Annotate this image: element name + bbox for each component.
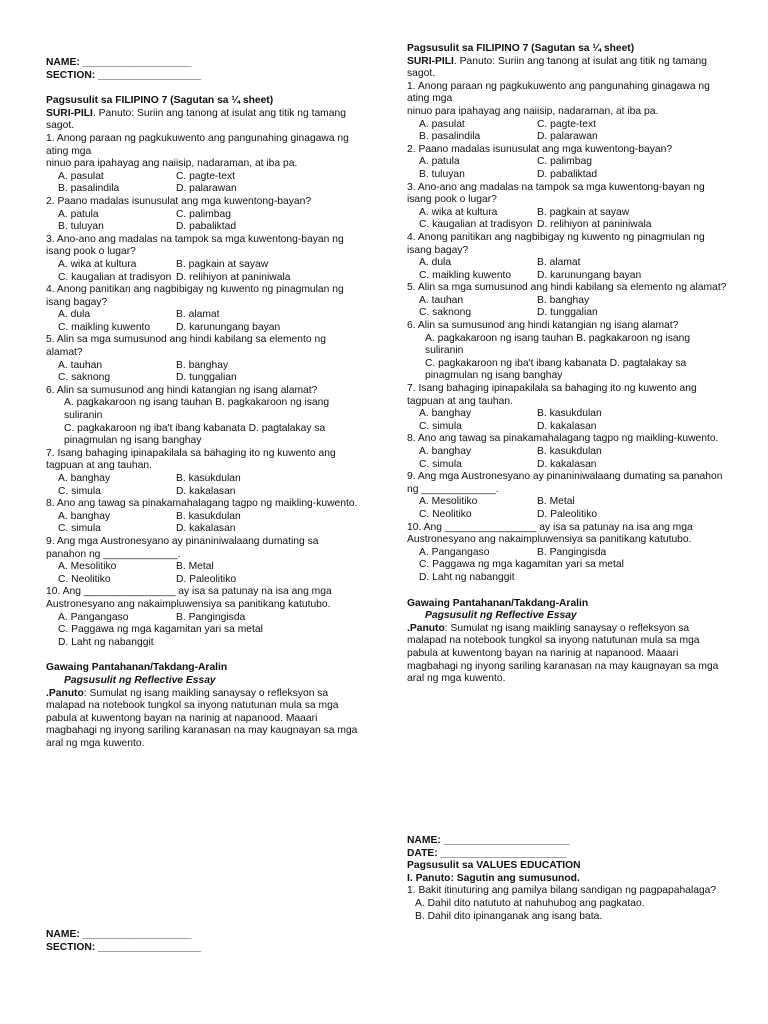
option-b: C. pagte-text [537,118,596,130]
spacer [407,585,727,598]
options [407,496,727,521]
option-b: B. kasukdulan [537,446,602,457]
option-c: C. simula [419,420,462,432]
option-b: B. Metal [537,496,575,508]
option-b: C. palimbag [537,156,592,168]
question-text: 4. Anong panitikan ang nagbibigay ng kuwento ng pinagmulan ng isang bagay? [46,284,344,308]
option-c: C. simula [419,458,462,470]
option-c: B. tuluyan [419,168,465,180]
options [46,309,361,334]
option-b: C. palimbag [176,208,231,220]
question-text: 10. Ang ________________ ay isa sa patunay na isa ang mga Austronesyano ang nakaimpluwensiya sa panitikang katutubo. [407,521,693,546]
options [407,446,727,471]
option-d: D. relihiyon at paniniwala [176,271,291,283]
homework-title: Gawaing Pantahanan/Takdang-Aralin [46,662,228,674]
option-b: B. banghay [537,294,590,306]
option-c: C. kaugalian at tradisyon [58,271,172,283]
option-d: D. karunungang bayan [537,269,642,281]
option-c: C. Paggawa ng mga kagamitan yari sa metal [419,559,624,571]
section-line: SECTION: __________________ [46,69,202,81]
option-a: A. wika at kultura [419,206,498,218]
options [46,473,361,498]
homework-body: : Sumulat ng isang maikling sanaysay o refleksyon sa malapad na notebook tungkol sa inyong natutunan mula sa mga pabula at kuwentong bayan na narinig at napanood. Maaari magbahagi ng inyong sariling karanasan na may kaugnayan sa mga aral ng mga kuwento. [407,622,722,685]
instruction-text: . Panuto: Suriin ang tanong at isulat ang titik ng tamang sagot. [407,55,710,80]
option-a: A. Mesolitiko [419,496,478,508]
instruction-text: . Panuto: Suriin ang tanong at isulat ang titik ng tamang sagot. [46,107,349,132]
option-d: D. Laht ng nabanggit [58,636,154,648]
option-c: B. pasalindila [58,183,120,195]
option-a: A. pasulat [58,170,104,182]
quiz-title: Pagsusulit sa FILIPINO 7 (Sagutan sa ¼ sheet) [407,43,635,54]
options-line: A. pagkakaroon ng isang tauhan B. pagkakaroon ng isang suliranin [425,332,691,357]
option-c: C. saknong [58,372,111,384]
options-line: C. pagkakaroon ng iba't ibang kabanata D. pagtalakay sa pinagmulan ng isang banghay [425,357,687,382]
option-a: A. wika at kultura [58,258,137,270]
option-a: A. banghay [58,473,111,484]
option-a: A. Mesolitiko [58,561,117,573]
option-c: C. kaugalian at tradisyon [419,219,533,231]
option-c: C. Neolitiko [419,508,472,520]
left-quiz-column [46,57,361,750]
spacer [46,649,361,662]
option-c: C. simula [58,523,101,535]
values-quiz-title: Pagsusulit sa VALUES EDUCATION [407,860,581,872]
option-a: A. banghay [58,510,111,522]
options [46,171,361,196]
question-text: 3. Ano-ano ang madalas na tampok sa mga kuwentong-bayan ng isang pook o lugar? [46,233,344,258]
question-text: 5. Alin sa mga sumusunod ang hindi kabilang sa elemento ng alamat? [46,334,326,359]
question-text: 1. Anong paraan ng pagkukuwento ang pangunahing ginagawa ng ating mga [407,80,710,105]
homework-body: : Sumulat ng isang maikling sanaysay o refleksyon sa malapad na notebook tungkol sa inyong natutunan mula sa mga pabula at kuwentong bayan na narinig at napanood. Maaari magbahagi ng inyong sariling karanasan na may kaugnayan sa mga aral ng mga kuwento. [46,687,361,749]
option-b: B. banghay [176,359,229,371]
options [407,295,727,320]
suri-pili-label: SURI-PILI [46,107,93,119]
quiz-title: Pagsusulit sa FILIPINO 7 (Sagutan sa ¼ sheet) [46,95,274,107]
name-line: NAME: ___________________ [46,57,192,68]
options-line: A. pagkakaroon ng isang tauhan B. pagkakaroon ng isang suliranin [64,397,330,422]
suri-pili-label: SURI-PILI [407,55,454,67]
question-text-cont: ninuo para ipahayag ang naiisip, nadaraman, at iba pa. [46,158,298,170]
option-b: B. Pangingisda [537,546,607,558]
question-text: 2. Paano madalas isunusulat ang mga kuwentong-bayan? [407,143,673,155]
options [407,119,727,144]
values-instruction: I. Panuto: Sagutin ang sumusunod. [407,872,580,884]
option-a: A. Pangangaso [58,611,129,623]
right-quiz-column [407,43,727,686]
option-b: B. pagkain at sayaw [176,258,269,270]
options [46,612,361,625]
name-line: NAME: ___________________ [46,929,192,940]
option-d: D. Paleolitiko [176,573,237,585]
quiz-body [407,43,727,686]
options [46,561,361,586]
option-c: B. pasalindila [419,131,481,143]
option-c: C. simula [58,485,101,497]
option-a: A. dula [419,257,452,269]
left-footer [46,929,346,954]
question-text: 9. Ang mga Austronesyano ay pinaniniwalaang dumating sa panahon ng _____________. [46,535,319,560]
option-a: A. patula [419,156,460,168]
date-line: DATE: ______________________ [407,847,567,859]
option-d: D. relihiyon at paniniwala [537,219,652,231]
question-text-cont: ninuo para ipahayag ang naiisip, nadaraman, at iba pa. [407,105,659,117]
values-question-1: 1. Bakit itinuturing ang pamilya bilang sandigan ng pagpapahalaga? [407,885,717,897]
option-d: D. palarawan [537,131,598,143]
option-b: B. alamat [537,257,581,269]
panuto-label: .Panuto [46,687,84,699]
panuto-label: .Panuto [407,622,445,634]
option-d: D. tunggalian [176,372,237,384]
options [46,209,361,234]
values-option-b: B. Dahil dito ipinanganak ang isang bata. [415,910,603,922]
option-a: A. banghay [419,446,472,457]
option-b: B. pagkain at sayaw [537,206,630,218]
question-text: 5. Alin sa mga sumusunod ang hindi kabilang sa elemento ng alamat? [407,282,727,294]
question-text: 10. Ang ________________ ay isa sa patunay na isa ang mga Austronesyano ang nakaimpluwensiya sa panitikang katutubo. [46,586,332,610]
option-c: B. tuluyan [58,221,104,233]
option-a: A. tauhan [58,359,103,371]
section-line: SECTION: __________________ [46,941,202,953]
option-a: A. Pangangaso [419,546,490,558]
values-option-a: A. Dahil dito natututo at nahuhubog ang pagkatao. [415,897,645,909]
quiz-body [46,95,361,750]
option-b: B. alamat [176,309,220,321]
question-text: 1. Anong paraan ng pagkukuwento ang pangunahing ginagawa ng ating mga [46,132,349,157]
right-footer [407,835,727,923]
option-b: B. Pangingisda [176,611,246,623]
option-d: D. pabaliktad [537,168,598,180]
option-b: B. kasukdulan [176,473,241,484]
option-a: A. banghay [419,408,472,420]
option-d: D. karunungang bayan [176,321,281,333]
option-a: A. tauhan [419,294,464,306]
name-line: NAME: ______________________ [407,835,570,846]
option-d: D. pabaliktad [176,221,237,233]
homework-subtitle: Pagsusulit ng Reflective Essay [425,610,577,622]
question-text: 6. Alin sa sumusunod ang hindi katangian ng isang alamat? [46,384,318,396]
homework-text [407,623,727,686]
option-a: A. dula [58,309,91,321]
option-c: C. Neolitiko [58,573,111,585]
homework-subtitle: Pagsusulit ng Reflective Essay [64,674,216,686]
question-text: 4. Anong panitikan ang nagbibigay ng kuwento ng pinagmulan ng isang bagay? [407,231,705,256]
homework-text [46,688,361,751]
question-text: 2. Paano madalas isunusulat ang mga kuwentong-bayan? [46,195,312,207]
question-text: 7. Isang bahaging ipinapakilala sa bahaging ito ng kuwento ang tagpuan at ang tauhan. [46,447,336,472]
options [46,360,361,385]
options [46,259,361,284]
question-text: 3. Ano-ano ang madalas na tampok sa mga kuwentong-bayan ng isang pook o lugar? [407,181,705,206]
option-d: D. kakalasan [176,485,236,497]
option-b: B. kasukdulan [176,510,241,522]
options [407,408,727,433]
option-b: C. pagte-text [176,170,235,182]
option-d: D. tunggalian [537,307,598,319]
option-c: C. saknong [419,307,472,319]
option-a: A. pasulat [419,118,465,130]
question-text: 6. Alin sa sumusunod ang hindi katangian ng isang alamat? [407,320,679,332]
question-text: 7. Isang bahaging ipinapakilala sa bahaging ito ng kuwento ang tagpuan at ang tauhan. [407,383,697,407]
option-d: D. kakalasan [537,420,597,432]
option-b: B. kasukdulan [537,408,602,420]
option-c: C. maikling kuwento [419,269,512,281]
options [407,207,727,232]
quiz-instruction [46,108,361,133]
options [46,511,361,536]
option-d: D. palarawan [176,183,237,195]
option-d: D. kakalasan [176,523,236,535]
option-d: D. kakalasan [537,458,597,470]
question-text: 8. Ano ang tawag sa pinakamahalagang tagpo ng maikling-kuwento. [46,498,358,510]
option-c: C. Paggawa ng mga kagamitan yari sa metal [58,624,263,636]
quiz-instruction [407,56,727,81]
option-c: C. maikling kuwento [58,321,151,333]
question-text: 9. Ang mga Austronesyano ay pinaniniwalaang dumating sa panahon ng _____________. [407,471,723,495]
homework-title: Gawaing Pantahanan/Takdang-Aralin [407,597,589,609]
option-d: D. Paleolitiko [537,508,598,520]
options [407,257,727,282]
question-text: 8. Ano ang tawag sa pinakamahalagang tagpo ng maikling-kuwento. [407,433,719,445]
options [407,156,727,181]
option-b: B. Metal [176,561,214,573]
option-d: D. Laht ng nabanggit [419,571,515,583]
option-a: A. patula [58,208,99,220]
options-line: C. pagkakaroon ng iba't ibang kabanata D. pagtalakay sa pinagmulan ng isang banghay [64,422,326,447]
options [407,547,727,560]
